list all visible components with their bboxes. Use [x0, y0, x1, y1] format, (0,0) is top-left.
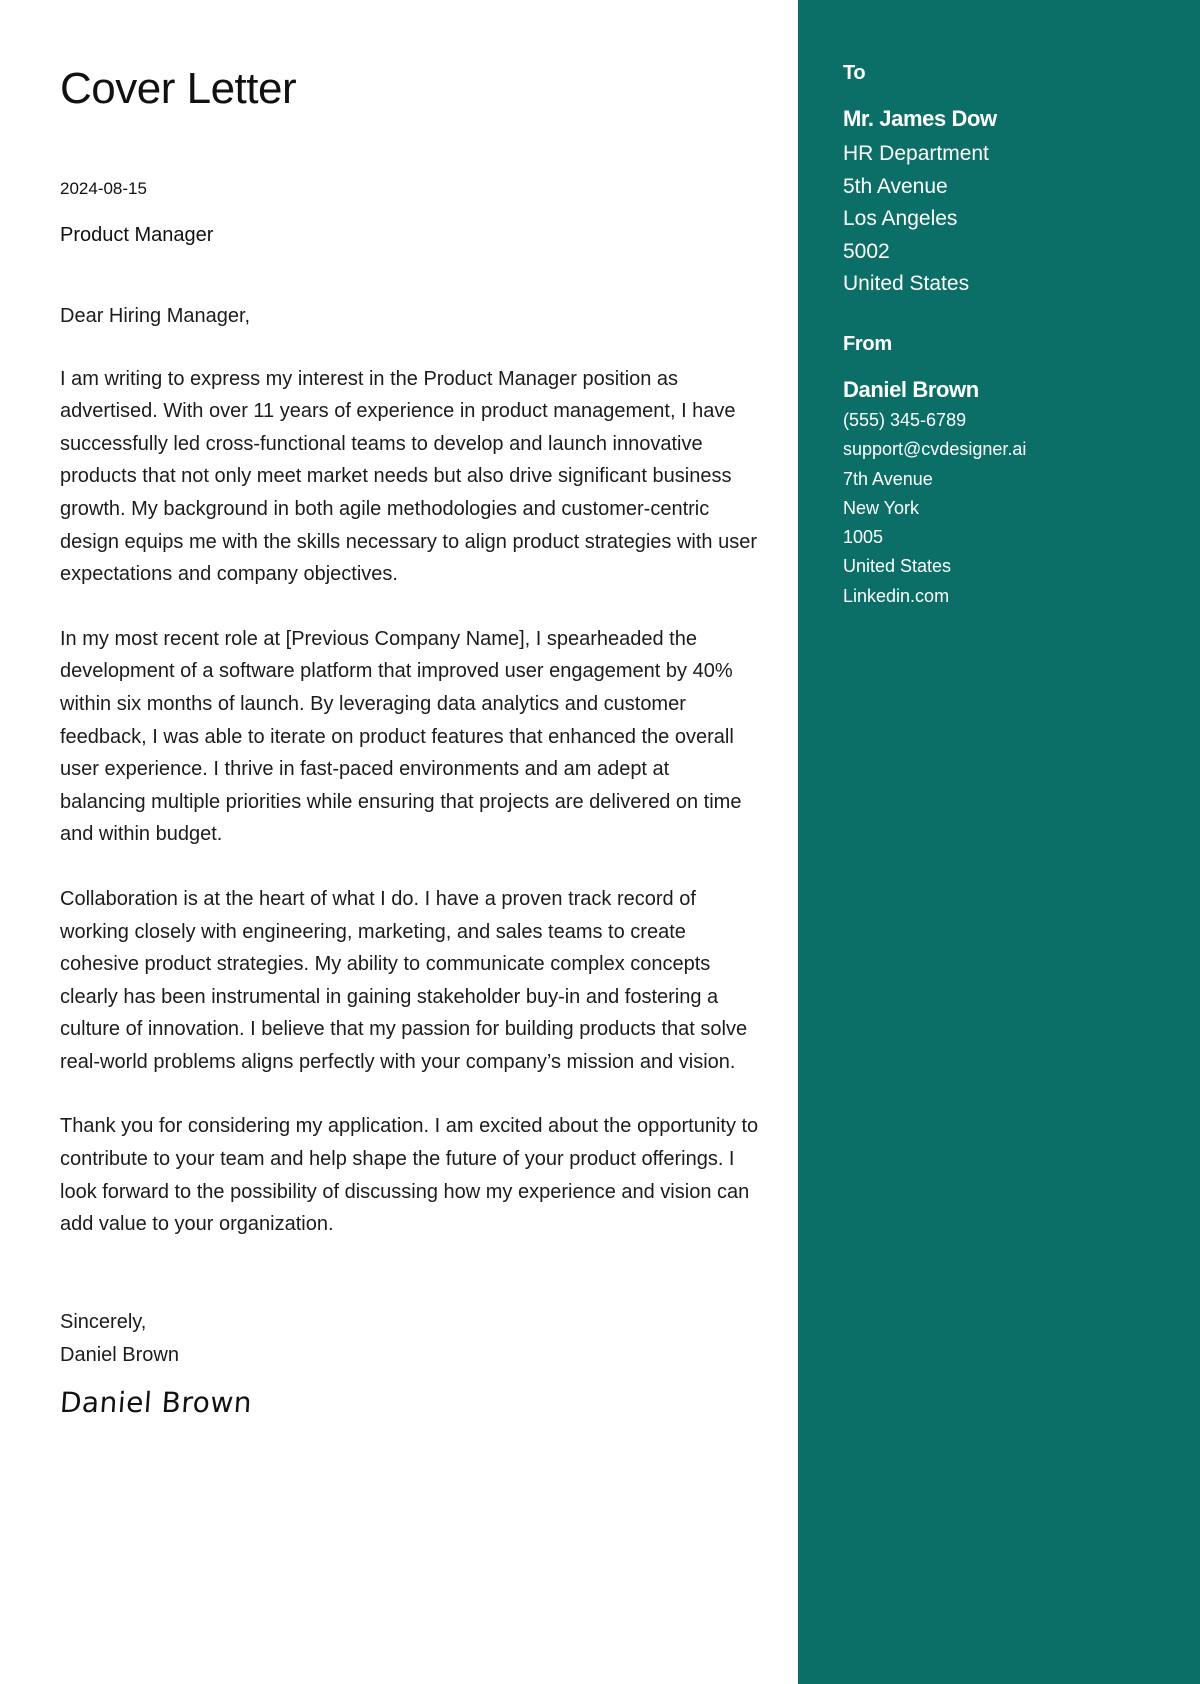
recipient-city: Los Angeles: [843, 207, 958, 231]
paragraph-3: Collaboration is at the heart of what I do. I have a proven track record of working closely with engineering, marketing, and sales teams to create cohesive product strategies. My ability to communicate complex concepts clearly has been instrumental in gaining stakeholder buy-in and fostering a culture of innovation. I believe that my passion for building products that solve real-world problems aligns perfectly with your company’s mission and vision.: [60, 887, 748, 1073]
sender-city: New York: [843, 497, 920, 518]
closing-block: [60, 1306, 179, 1372]
recipient-postcode: 5002: [843, 239, 890, 263]
paragraph-4: Thank you for considering my application. I am excited about the opportunity to contribute to your team and help shape the future of your product offerings. I look forward to the possibility of discussing how my experience and vision can add value to your organization.: [60, 1115, 759, 1236]
recipient-name: Mr. James Dow: [843, 106, 997, 131]
sender-postcode: 1005: [843, 527, 884, 548]
sender-name: Daniel Brown: [843, 377, 979, 402]
from-heading: From: [843, 333, 892, 355]
greeting: Dear Hiring Manager,: [60, 305, 251, 327]
recipient-department: HR Department: [843, 142, 989, 165]
sender-email: support@cvdesigner.ai: [843, 439, 1027, 460]
to-heading: To: [843, 62, 866, 84]
sender-country: United States: [843, 556, 952, 577]
signature: Daniel Brown: [58, 1386, 254, 1419]
paragraph-1: I am writing to express my interest in the Product Manager position as advertised. With over 11 years of experience in product management, I have successfully led cross-functional teams to develop and launch innovative products that not only meet market needs but also drive significant business growth. My background in both agile methodologies and customer-centric design equips me with the skills necessary to align product strategies with user expectations and company objectives.: [60, 367, 758, 586]
closing-phrase: Sincerely,: [60, 1311, 147, 1333]
letter-body: [60, 300, 760, 1273]
sender-street: 7th Avenue: [843, 468, 933, 489]
sender-contact: [843, 406, 1026, 611]
contact-sidebar: [798, 0, 1200, 1684]
recipient-country: United States: [843, 272, 970, 296]
recipient-address: [843, 138, 989, 301]
sender-phone: (555) 345-6789: [843, 410, 967, 430]
letter-date: 2024-08-15: [60, 179, 147, 198]
paragraph-2: In my most recent role at [Previous Company Name], I spearheaded the development of a software platform that improved user engagement by 40% within six months of launch. By leveraging data analytics and customer feedback, I was able to iterate on product features that enhanced the overall user experience. I thrive in fast-paced environments and am adept at balancing multiple priorities while ensuring that projects are delivered on time and within budget.: [60, 627, 742, 846]
closing-name: Daniel Brown: [60, 1344, 179, 1366]
recipient-street: 5th Avenue: [843, 174, 948, 198]
sender-linkedin: Linkedin.com: [843, 585, 950, 606]
position-title: Product Manager: [60, 224, 214, 246]
page-title: Cover Letter: [60, 64, 297, 113]
